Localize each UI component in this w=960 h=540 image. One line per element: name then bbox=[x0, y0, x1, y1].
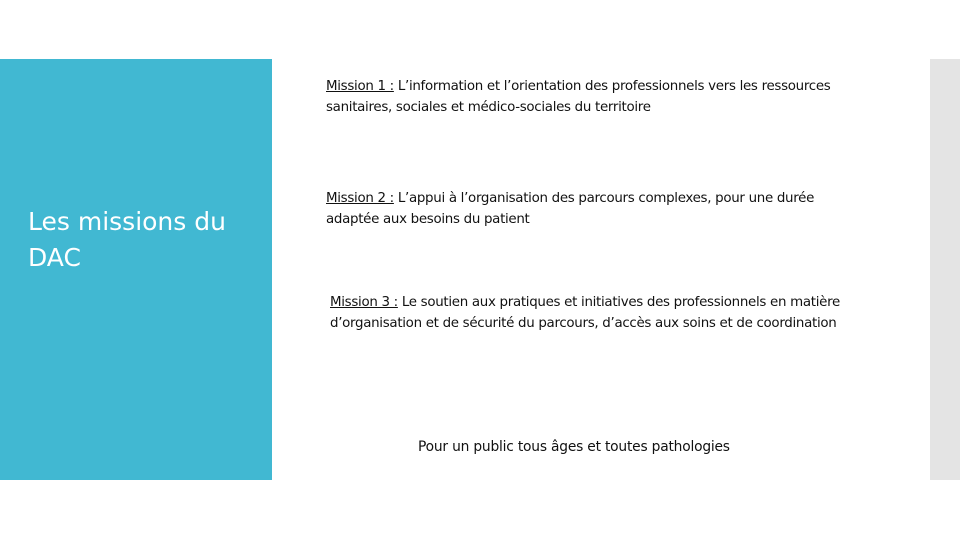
mission-1-text: L’information et l’orientation des professionnels vers les ressources sanitaires, sociales et médico-sociales du territoire bbox=[326, 79, 831, 115]
mission-2-label: Mission 2 : bbox=[326, 191, 394, 206]
footer-note: Pour un public tous âges et toutes pathologies bbox=[418, 439, 730, 455]
mission-1 bbox=[326, 76, 846, 118]
mission-3-label: Mission 3 : bbox=[330, 295, 398, 310]
slide-title: Les missions du DAC bbox=[28, 207, 226, 272]
mission-3-text: Le soutien aux pratiques et initiatives des professionnels en matière d’organisation et de sécurité du parcours, d’accès aux soins et de coordination bbox=[330, 295, 840, 331]
side-strip bbox=[930, 59, 960, 480]
mission-2-text: L’appui à l’organisation des parcours complexes, pour une durée adaptée aux besoins du patient bbox=[326, 191, 815, 227]
mission-3 bbox=[330, 292, 870, 334]
mission-1-label: Mission 1 : bbox=[326, 79, 394, 94]
mission-2 bbox=[326, 188, 856, 230]
